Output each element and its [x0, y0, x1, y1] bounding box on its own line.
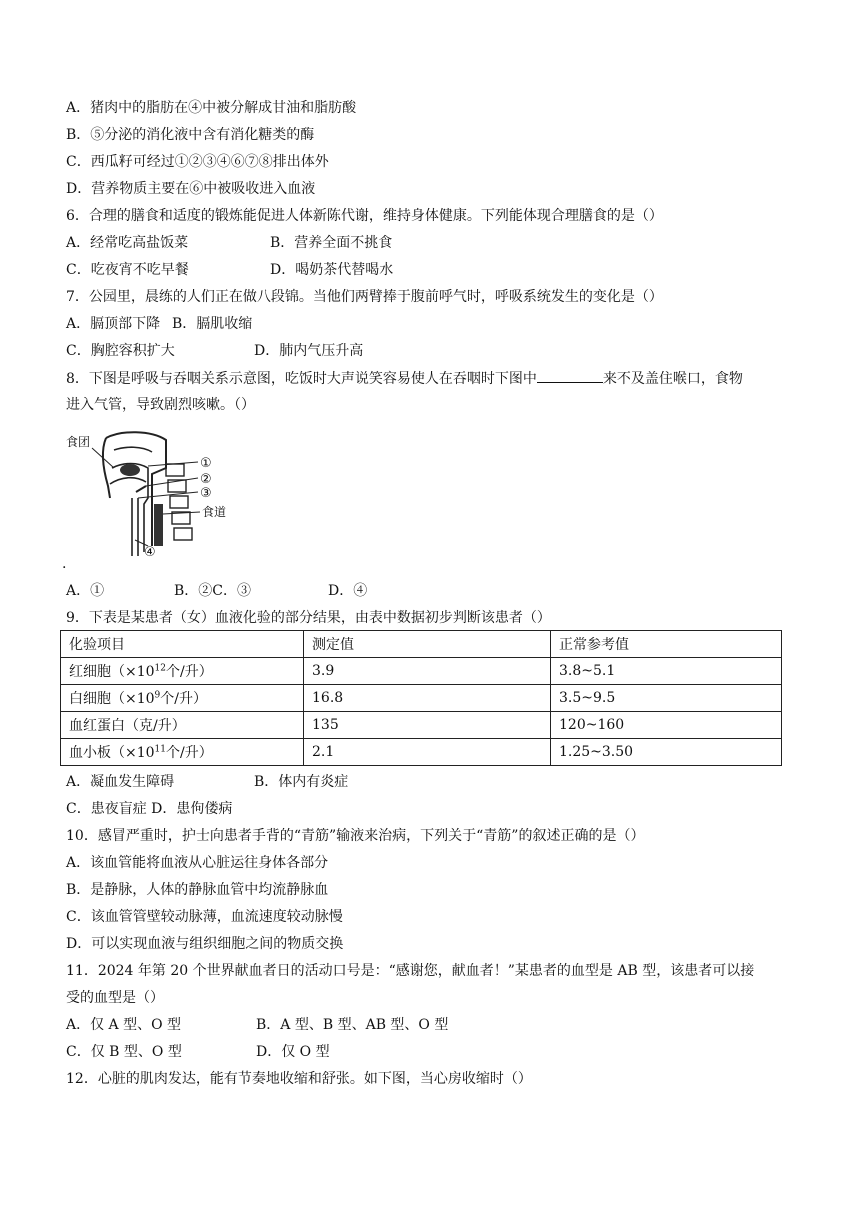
item-text: 血小板（×10: [69, 745, 155, 761]
q9-stem: 9．下表是某患者（女）血液化验的部分结果，由表中数据初步判断该患者（）: [66, 610, 551, 626]
q11-option-a: A．仅 A 型、O 型: [66, 1017, 182, 1033]
q6-options-row2: [66, 260, 393, 280]
q7-option-c: C．胸腔容积扩大: [66, 343, 175, 359]
q7-option-d: D．肺内气压升高: [254, 343, 364, 359]
cell-value: 2.1: [304, 739, 551, 766]
q7-option-a: A．膈顶部下降: [66, 316, 161, 332]
table-header-row: [61, 631, 782, 658]
cell-item: [61, 739, 304, 766]
cell-value: 3.9: [304, 658, 551, 685]
q8-options: [66, 581, 367, 601]
item-unit: 个/升）: [166, 745, 213, 761]
vertebra: [166, 464, 184, 476]
label-3: ③: [200, 486, 212, 501]
q8-stem-part2: 来不及盖住喉口，食物: [602, 371, 743, 387]
q10-option-d: D．可以实现血液与组织细胞之间的物质交换: [66, 936, 344, 952]
q7-options-row1: [66, 314, 252, 334]
cell-reference: 120~160: [551, 712, 782, 739]
spine: [166, 464, 192, 540]
table-row: [61, 739, 782, 766]
item-text: 白细胞（×10: [69, 691, 155, 707]
q11-options-row1: [66, 1015, 448, 1035]
leader-3: [138, 492, 198, 498]
item-exponent: 9: [154, 690, 161, 701]
q8-option-bc: B．②C．③: [174, 583, 251, 599]
face-outline: [103, 438, 110, 498]
item-text: 血红蛋白（克/升）: [69, 718, 186, 734]
tongue: [110, 478, 146, 484]
q9-option-cd: C．患夜盲症 D．患佝偻病: [66, 801, 233, 817]
q7-stem: 7．公园里，晨练的人们正在做八段锦。当他们两臂捧于腹前呼气时，呼吸系统发生的变化是（）: [66, 289, 663, 305]
q10-option-b: B．是静脉，人体的静脉血管中均流静脉血: [66, 882, 329, 898]
trachea: [132, 498, 138, 556]
header-value: 测定值: [304, 631, 551, 658]
vertebra: [170, 496, 188, 508]
item-unit: 个/升）: [166, 664, 213, 680]
q5-option-c: C．西瓜籽可经过①②③④⑥⑦⑧排出体外: [66, 154, 329, 170]
label-1: ①: [200, 456, 212, 471]
leader-2: [146, 478, 198, 486]
q11-stem-line1: 11．2024 年第 20 个世界献血者日的活动口号是：“感谢您，献血者！”某患者的血型是 AB 型，该患者可以接: [66, 963, 755, 979]
item-exponent: 11: [154, 744, 166, 755]
q5-option-b: B．⑤分泌的消化液中含有消化糖类的酶: [66, 127, 315, 143]
q6-option-a: A．经常吃高盐饭菜: [66, 235, 189, 251]
q8-stem-line1: [66, 368, 743, 389]
q11-option-c: C．仅 B 型、O 型: [66, 1044, 182, 1060]
cell-reference: 3.5~9.5: [551, 685, 782, 712]
q11-stem-line2: 受的血型是（）: [66, 990, 164, 1006]
q11-option-b: B．A 型、B 型、AB 型、O 型: [256, 1017, 449, 1033]
q10-stem: 10．感冒严重时，护士向患者手背的“青筋”输液来治病，下列关于“青筋”的叙述正确的是（）: [66, 828, 645, 844]
item-exponent: 12: [154, 663, 166, 674]
cell-reference: 1.25~3.50: [551, 739, 782, 766]
item-unit: 个/升）: [160, 691, 207, 707]
item-text: 红细胞（×10: [69, 664, 155, 680]
cell-value: 16.8: [304, 685, 551, 712]
q7-options-row2: [66, 341, 363, 361]
cell-item: [61, 712, 304, 739]
q10-option-a: A．该血管能将血液从心脏运往身体各部分: [66, 855, 329, 871]
q8-answer-blank: [537, 368, 603, 383]
q6-option-c: C．吃夜宵不吃早餐: [66, 262, 189, 278]
epiglottis: [136, 486, 146, 492]
q6-option-b: B．营养全面不挑食: [270, 235, 393, 251]
q6-stem: 6．合理的膳食和适度的锻炼能促进人体新陈代谢，维持身体健康。下列能体现合理膳食的是（）: [66, 208, 663, 224]
q7-option-b: B．膈肌收缩: [172, 316, 253, 332]
header-reference: 正常参考值: [551, 631, 782, 658]
q6-option-d: D．喝奶茶代替喝水: [270, 262, 394, 278]
cell-item: [61, 685, 304, 712]
q10-option-c: C．该血管管壁较动脉薄，血流速度较动脉慢: [66, 909, 343, 925]
cell-reference: 3.8~5.1: [551, 658, 782, 685]
q8-stem-line2: 进入气管，导致剧烈咳嗽。（）: [66, 397, 255, 413]
q9-option-b: B．体内有炎症: [254, 774, 349, 790]
nasal-cavity: [114, 447, 152, 452]
label-esophagus: 食道: [202, 505, 227, 519]
q5-option-d: D．营养物质主要在⑥中被吸收进入血液: [66, 181, 316, 197]
esophagus-tube: [154, 504, 163, 546]
q5-option-a: A．猪肉中的脂肪在④中被分解成甘油和脂肪酸: [66, 100, 357, 116]
q11-options-row2: [66, 1042, 330, 1062]
q8-option-d: D．④: [328, 583, 368, 599]
q12-stem: 12．心脏的肌肉发达，能有节奏地收缩和舒张。如下图，当心房收缩时（）: [66, 1071, 532, 1087]
label-food: 食团: [66, 435, 91, 449]
q11-option-d: D．仅 O 型: [256, 1044, 330, 1060]
q9-option-a: A．凝血发生障碍: [66, 774, 175, 790]
cell-value: 135: [304, 712, 551, 739]
label-4: ④: [144, 545, 156, 560]
header-item: 化验项目: [61, 631, 304, 658]
vertebra: [174, 528, 192, 540]
table-row: [61, 658, 782, 685]
q9-options-row1: [66, 772, 348, 792]
q8-stem-part1: 8．下图是呼吸与吞咽关系示意图，吃饭时大声说笑容易使人在吞咽时下图中: [66, 371, 537, 387]
cell-item: [61, 658, 304, 685]
food-bolus: [120, 464, 140, 476]
blood-test-table: [60, 630, 782, 766]
label-2: ②: [200, 472, 212, 487]
respiration-swallow-diagram: [66, 428, 236, 568]
q6-options-row1: [66, 233, 392, 253]
figure-period: .: [62, 556, 67, 572]
table-row: [61, 685, 782, 712]
leader-1: [148, 462, 198, 466]
table-row: [61, 712, 782, 739]
q8-option-a: A．①: [66, 583, 105, 599]
